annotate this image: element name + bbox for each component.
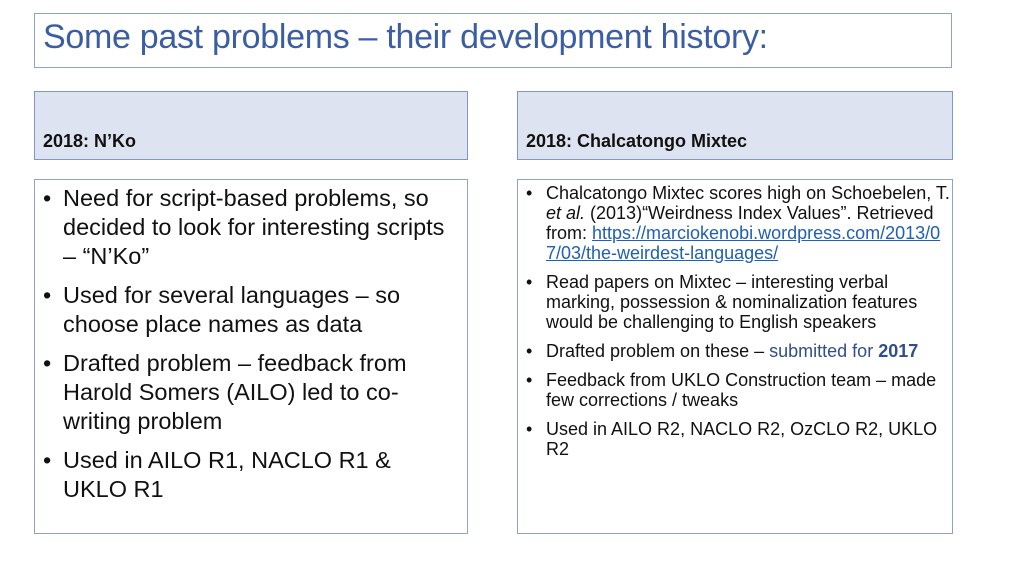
- list-item-text: (2013)“Weirdness Index Values”. Retrieved from:: [546, 203, 934, 243]
- bullet-icon: •: [43, 447, 52, 473]
- bullet-icon: •: [526, 370, 533, 390]
- left-header-label: 2018: N’Ko: [43, 131, 137, 151]
- right-header-label: 2018: Chalcatongo Mixtec: [526, 131, 748, 151]
- bullet-icon: •: [526, 341, 533, 361]
- list-item-text: Chalcatongo Mixtec scores high on Schoebelen, T.: [546, 183, 950, 203]
- submitted-year: 2017: [878, 341, 919, 361]
- bullet-icon: •: [526, 272, 533, 292]
- list-item-text: Used in AILO R2, NACLO R2, OzCLO R2, UKLO R2: [546, 419, 938, 459]
- list-item-emphasis: et al.: [546, 203, 586, 223]
- list-item-text: Read papers on Mixtec – interesting verbal marking, possession & nominalization features would be challenging to English speakers: [546, 272, 918, 332]
- title-box: [34, 13, 952, 68]
- list-item: [43, 446, 461, 504]
- list-item: [526, 419, 952, 459]
- right-bullet-list: [526, 183, 952, 468]
- list-item: [43, 349, 461, 436]
- list-item-text: Drafted problem on these –: [546, 341, 770, 361]
- right-content-box: [517, 179, 953, 534]
- right-column-header: [517, 91, 953, 160]
- bullet-icon: •: [43, 185, 52, 211]
- list-item-text: Used for several languages – so choose place names as data: [63, 282, 401, 337]
- slide-title: Some past problems – their development history:: [43, 18, 768, 56]
- list-item-text: Drafted problem – feedback from Harold Somers (AILO) led to co-writing problem: [63, 350, 407, 434]
- bullet-icon: •: [526, 419, 533, 439]
- list-item: [526, 183, 952, 263]
- list-item: [526, 272, 952, 332]
- bullet-icon: •: [43, 350, 52, 376]
- list-item: [526, 370, 952, 410]
- left-column-header: [34, 91, 468, 160]
- bullet-icon: •: [526, 183, 533, 203]
- list-item-text: Used in AILO R1, NACLO R1 & UKLO R1: [63, 447, 391, 502]
- source-link[interactable]: https://marciokenobi.wordpress.com/2013/07/03/the-weirdest-languages/: [546, 223, 941, 263]
- bullet-icon: •: [43, 282, 52, 308]
- left-bullet-list: [43, 184, 461, 514]
- list-item-text: Need for script-based problems, so decided to look for interesting scripts – “N’Ko”: [63, 185, 445, 269]
- left-content-box: [34, 179, 468, 534]
- list-item: [43, 281, 461, 339]
- list-item: [43, 184, 461, 271]
- list-item: [526, 341, 952, 361]
- submitted-text: submitted for: [769, 341, 874, 361]
- list-item-text: Feedback from UKLO Construction team – made few corrections / tweaks: [546, 370, 937, 410]
